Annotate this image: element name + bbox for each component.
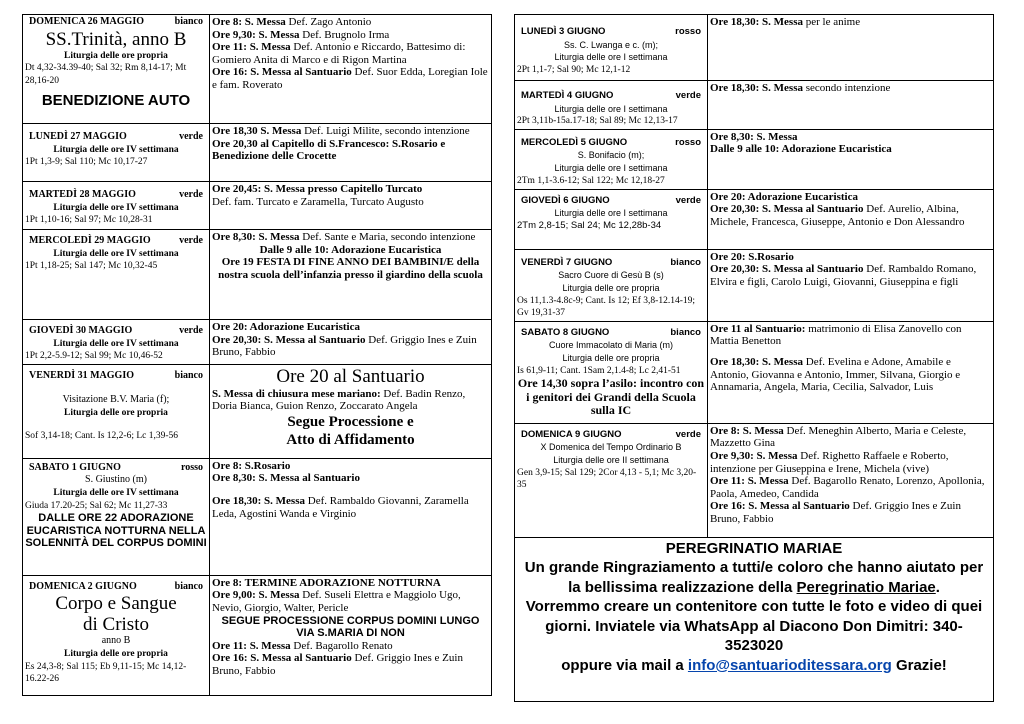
liturgical-color: rosso xyxy=(675,26,701,37)
event: Ore 16: S. Messa al Santuario Def. Griggio Ines e Zuin Bruno, Fabbio xyxy=(212,652,463,677)
event: Dalle 9 alle 10: Adorazione Eucaristica xyxy=(259,243,442,256)
liturgy-label: Liturgia delle ore propria xyxy=(64,407,168,418)
day-cell xyxy=(23,230,210,320)
day-row xyxy=(23,124,492,182)
events-cell xyxy=(708,15,994,81)
liturgy-label: Liturgia delle ore II settimana xyxy=(553,454,669,465)
day-row xyxy=(23,364,492,458)
feast-subtitle: X Domenica del Tempo Ordinario B xyxy=(540,442,682,453)
day-row xyxy=(515,81,994,130)
liturgy-label: Liturgia delle ore propria xyxy=(562,352,660,363)
day-cell xyxy=(23,124,210,182)
day-cell xyxy=(23,320,210,365)
day-cell xyxy=(23,182,210,230)
notice: DALLE ORE 22 ADORAZIONE EUCARISTICA NOTTURNA NELLA SOLENNITÀ DEL CORPUS DOMINI xyxy=(25,512,207,550)
readings: 1Pt 1,18-25; Sal 147; Mc 10,32-45 xyxy=(25,261,158,272)
events-cell xyxy=(708,423,994,537)
liturgy-label: Liturgia delle ore IV settimana xyxy=(53,202,179,213)
readings: 2Pt 3,11b-15a.17-18; Sal 89; Mc 12,13-17 xyxy=(517,116,678,127)
readings: 2Tm 2,8-15; Sal 24; Mc 12,28b-34 xyxy=(517,219,662,231)
liturgy-label: Liturgia delle ore I settimana xyxy=(554,162,668,173)
liturgy-label: Liturgia delle ore I settimana xyxy=(554,52,668,63)
event: Dalle 9 alle 10: Adorazione Eucaristica xyxy=(710,143,892,156)
day-label: MARTEDÌ 28 MAGGIO xyxy=(29,189,136,200)
day-label: LUNEDÌ 3 GIUGNO xyxy=(521,26,606,37)
email-link[interactable]: info@santuarioditessara.org xyxy=(687,656,892,674)
event: Ore 18,30: S. Messa secondo intenzione xyxy=(710,82,891,94)
event: Ore 8: S.Rosario xyxy=(212,459,291,472)
day-label: DOMENICA 9 GIUGNO xyxy=(521,428,622,440)
liturgical-color: verde xyxy=(179,235,203,246)
readings: 2Tm 1,1-3.6-12; Sal 122; Mc 12,18-27 xyxy=(517,175,665,186)
event: Segue Processione e xyxy=(287,413,414,430)
day-row xyxy=(23,458,492,575)
events-cell xyxy=(210,575,492,695)
peregrinatio-box xyxy=(515,537,994,701)
event: Ore 20: Adorazione Eucaristica xyxy=(212,321,360,333)
liturgy-label: Liturgia delle ore I settimana xyxy=(554,103,668,114)
event: Ore 18,30 S. Messa Def. Luigi Milite, secondo intenzione xyxy=(212,125,470,137)
event: Ore 20: S.Rosario xyxy=(710,250,794,263)
event: Ore 18,30: S. Messa per le anime xyxy=(710,16,861,28)
day-cell xyxy=(23,575,210,695)
event: S. Messa di chiusura mese mariano: Def. Badin Renzo, Doria Bianca, Guion Renzo, Zoccarato Angela xyxy=(212,387,466,413)
event: Ore 8,30: S. Messa al Santuario xyxy=(212,472,360,485)
day-cell xyxy=(23,364,210,458)
right-schedule xyxy=(514,14,994,702)
feast-title: Corpo e Sangue xyxy=(55,593,177,615)
peregrinatio-title: PEREGRINATIO MARIAE xyxy=(665,539,843,557)
event: Ore 19 FESTA DI FINE ANNO DEI BAMBINI/E della nostra scuola dell’infanzia presso il giardino della scuola xyxy=(218,256,483,281)
readings: Giuda 17.20-25; Sal 62; Mc 11,27-33 xyxy=(25,500,168,511)
notice: BENEDIZIONE AUTO xyxy=(41,92,191,110)
event: Ore 8: S. Messa Def. Meneghin Alberto, Maria e Celeste, Mazzetto Gina xyxy=(710,424,967,450)
liturgical-color: verde xyxy=(675,90,701,101)
events-cell xyxy=(708,81,994,130)
event: SEGUE PROCESSIONE CORPUS DOMINI LUNGO VIA S.MARIA DI NON xyxy=(221,614,480,640)
peregrinatio-name: Peregrinatio Mariae xyxy=(796,578,936,596)
readings: Gen 3,9-15; Sal 129; 2Cor 4,13 - 5,1; Mc 3,20-35 xyxy=(517,467,697,491)
event: Ore 18,30: S. Messa Def. Rambaldo Giovanni, Zaramella Leda, Agostini Wanda e Virginio xyxy=(212,494,469,520)
day-label: SABATO 1 GIUGNO xyxy=(29,461,121,473)
event: Ore 11: S. Messa Def. Bagarollo Renato xyxy=(212,639,393,652)
feast-title: SS.Trinità, anno B xyxy=(45,28,187,50)
left-schedule xyxy=(22,14,492,696)
event: Ore 8: S. Messa Def. Zago Antonio xyxy=(212,16,372,28)
peregrinatio-contact: oppure via mail a info@santuarioditessara.org Grazie! xyxy=(561,656,947,674)
day-row xyxy=(515,189,994,249)
readings: 2Pt 1,1-7; Sal 90; Mc 12,1-12 xyxy=(517,64,631,75)
liturgy-label: Liturgia delle ore IV settimana xyxy=(53,248,179,259)
day-cell xyxy=(515,81,708,130)
event: Ore 11: S. Messa Def. Bagarollo Renato, Lorenzo, Apollonia, Paola, Amedeo, Candida xyxy=(710,475,985,500)
event: Ore 8,30: S. Messa xyxy=(710,130,798,143)
event: Ore 11: S. Messa Def. Antonio e Riccardo, Battesimo di: Gomiero Anita di Marco e di Rigon Martina xyxy=(212,41,466,66)
event: Ore 9,00: S. Messa Def. Suseli Elettra e Maggiolo Ugo, Nevio, Giorgio, Walter, Pericle xyxy=(212,589,461,614)
event: Ore 18,30: S. Messa Def. Evelina e Adone, Amabile e Antonio, Giovanna e Antonio, Immer, Silvana, Giorgio e Annamaria, Angela, Maria, Cecilia, Salvador, Luis xyxy=(710,355,961,394)
day-cell xyxy=(515,321,708,423)
readings: Es 24,3-8; Sal 115; Eb 9,11-15; Mc 14,12-16.22-26 xyxy=(25,661,187,685)
day-label: GIOVEDÌ 30 MAGGIO xyxy=(29,325,133,336)
liturgical-color: bianco xyxy=(174,369,203,381)
liturgy-label: Liturgia delle ore IV settimana xyxy=(53,144,179,155)
liturgical-color: verde xyxy=(179,189,203,200)
event: Atto di Affidamento xyxy=(286,431,415,448)
day-row xyxy=(23,575,492,695)
events-cell xyxy=(708,321,994,423)
readings: Is 61,9-11; Cant. 1Sam 2,1.4-8; Lc 2,41-51 xyxy=(517,365,681,376)
day-label: MERCOLEDÌ 29 MAGGIO xyxy=(29,235,151,246)
feast-subtitle: anno B xyxy=(101,635,131,647)
day-row xyxy=(515,129,994,189)
day-row xyxy=(515,15,994,81)
event: Ore 20: Adorazione Eucaristica xyxy=(710,190,858,203)
feast-subtitle: Visitazione B.V. Maria (f); xyxy=(62,394,170,406)
event: Ore 9,30: S. Messa Def. Brugnolo Irma xyxy=(212,28,390,41)
day-label: MERCOLEDÌ 5 GIUGNO xyxy=(521,136,628,148)
day-label: LUNEDÌ 27 MAGGIO xyxy=(29,131,127,142)
liturgy-label: Liturgia delle ore I settimana xyxy=(554,208,668,219)
peregrinatio-cell xyxy=(515,537,994,701)
feast-subtitle: Cuore Immacolato di Maria (m) xyxy=(548,340,674,351)
events-cell xyxy=(708,249,994,321)
events-cell xyxy=(210,364,492,458)
event: Ore 9,30: S. Messa Def. Righetto Raffaele e Roberto, intenzione per Giuseppina e Irene, Michela (vive) xyxy=(710,449,949,475)
event: Ore 16: S. Messa al Santuario Def. Griggio Ines e Zuin Bruno, Fabbio xyxy=(710,500,961,525)
events-cell xyxy=(708,189,994,249)
day-row xyxy=(23,320,492,365)
day-label: VENERDÌ 7 GIUGNO xyxy=(521,256,613,268)
event: Ore 8,30: S. Messa Def. Sante e Maria, secondo intenzione xyxy=(212,231,476,243)
day-label: DOMENICA 2 GIUGNO xyxy=(29,580,137,592)
day-cell xyxy=(23,15,210,124)
readings: Dt 4,32-34.39-40; Sal 32; Rm 8,14-17; Mt 28,16-20 xyxy=(25,63,187,86)
readings: 1Pt 2,2-5.9-12; Sal 99; Mc 10,46-52 xyxy=(25,351,163,362)
readings: 1Pt 1,10-16; Sal 97; Mc 10,28-31 xyxy=(25,215,153,226)
feast-subtitle: Ss. C. Lwanga e c. (m); xyxy=(563,39,659,50)
liturgical-color: rosso xyxy=(180,461,203,473)
events-cell xyxy=(210,230,492,320)
liturgical-color: verde xyxy=(179,325,203,336)
event: Def. fam. Turcato e Zaramella, Turcato Augusto xyxy=(212,195,424,208)
events-cell xyxy=(210,15,492,124)
liturgical-color: bianco xyxy=(670,256,701,268)
day-row xyxy=(515,249,994,321)
day-label: DOMENICA 26 MAGGIO xyxy=(29,16,144,27)
liturgical-color: bianco xyxy=(670,326,701,338)
event: Ore 20,45: S. Messa presso Capitello Turcato xyxy=(212,183,423,195)
day-cell xyxy=(515,129,708,189)
liturgy-label: Liturgia delle ore IV settimana xyxy=(53,487,179,498)
day-row xyxy=(515,423,994,537)
readings: Sof 3,14-18; Cant. Is 12,2-6; Lc 1,39-56 xyxy=(25,430,179,441)
feast-subtitle: S. Bonifacio (m); xyxy=(577,150,645,161)
day-row xyxy=(515,321,994,423)
events-cell xyxy=(708,129,994,189)
liturgy-label: Liturgia delle ore propria xyxy=(64,50,168,61)
readings: Os 11,1.3-4.8c-9; Cant. Is 12; Ef 3,8-12.14-19; Gv 19,31-37 xyxy=(517,295,696,319)
notice: Ore 14,30 sopra l’asilo: incontro con i genitori dei Grandi della Scuola sulla IC xyxy=(517,376,705,418)
peregrinatio-text: Vorremmo creare un contenitore con tutte le foto e video di quei giorni. Inviatele via WhatsApp al Diacono Don Dimitri: 340-3523020 xyxy=(525,598,983,655)
event: Ore 20,30 al Capitello di S.Francesco: S.Rosario e Benedizione delle Crocette xyxy=(212,137,446,163)
liturgical-color: bianco xyxy=(174,580,203,592)
event: Ore 20,30: S. Messa al Santuario Def. Rambaldo Romano, Elvira e figli, Carolo Luigi, Giovanni, Giuseppina e figli xyxy=(710,263,977,288)
readings: 1Pt 1,3-9; Sal 110; Mc 10,17-27 xyxy=(25,157,148,168)
day-cell xyxy=(515,189,708,249)
liturgical-color: rosso xyxy=(675,136,701,148)
day-row xyxy=(23,182,492,230)
event: Ore 16: S. Messa al Santuario Def. Suor Edda, Loregian Iole e fam. Roverato xyxy=(212,66,488,91)
feast-subtitle: S. Giustino (m) xyxy=(85,474,147,486)
liturgy-label: Liturgia delle ore propria xyxy=(64,648,168,659)
liturgical-color: verde xyxy=(675,428,701,440)
events-cell xyxy=(210,320,492,365)
event: Ore 8: TERMINE ADORAZIONE NOTTURNA xyxy=(212,576,441,589)
events-cell xyxy=(210,124,492,182)
event: Ore 11 al Santuario: matrimonio di Elisa Zanovello con Mattia Benetton xyxy=(710,322,962,348)
day-cell xyxy=(23,458,210,575)
day-cell xyxy=(515,423,708,537)
day-label: MARTEDÌ 4 GIUGNO xyxy=(521,90,614,101)
liturgical-color: bianco xyxy=(174,16,203,27)
event: Ore 20,30: S. Messa al Santuario Def. Griggio Ines e Zuin Bruno, Fabbio xyxy=(212,333,477,359)
liturgical-color: verde xyxy=(675,194,701,206)
day-cell xyxy=(515,15,708,81)
event-title: Ore 20 al Santuario xyxy=(276,365,425,387)
liturgical-color: verde xyxy=(179,131,203,142)
day-row xyxy=(23,230,492,320)
feast-title: di Cristo xyxy=(83,614,149,636)
day-label: VENERDÌ 31 MAGGIO xyxy=(29,369,135,381)
peregrinatio-text: Un grande Ringraziamento a tutti/e coloro che hanno aiutato per la bellissima realizzazione della Peregrinatio Mariae. xyxy=(524,559,984,596)
day-label: SABATO 8 GIUGNO xyxy=(521,326,610,338)
events-cell xyxy=(210,182,492,230)
day-row xyxy=(23,15,492,124)
day-label: GIOVEDÌ 6 GIUGNO xyxy=(521,194,610,206)
day-cell xyxy=(515,249,708,321)
liturgy-label: Liturgia delle ore propria xyxy=(562,282,660,293)
events-cell xyxy=(210,458,492,575)
liturgy-label: Liturgia delle ore IV settimana xyxy=(53,338,179,349)
feast-subtitle: Sacro Cuore di Gesù B (s) xyxy=(558,270,664,281)
event: Ore 20,30: S. Messa al Santuario Def. Aurelio, Albina, Michele, Francesca, Giuseppe, Antonio e Don Alessandro xyxy=(710,203,965,228)
